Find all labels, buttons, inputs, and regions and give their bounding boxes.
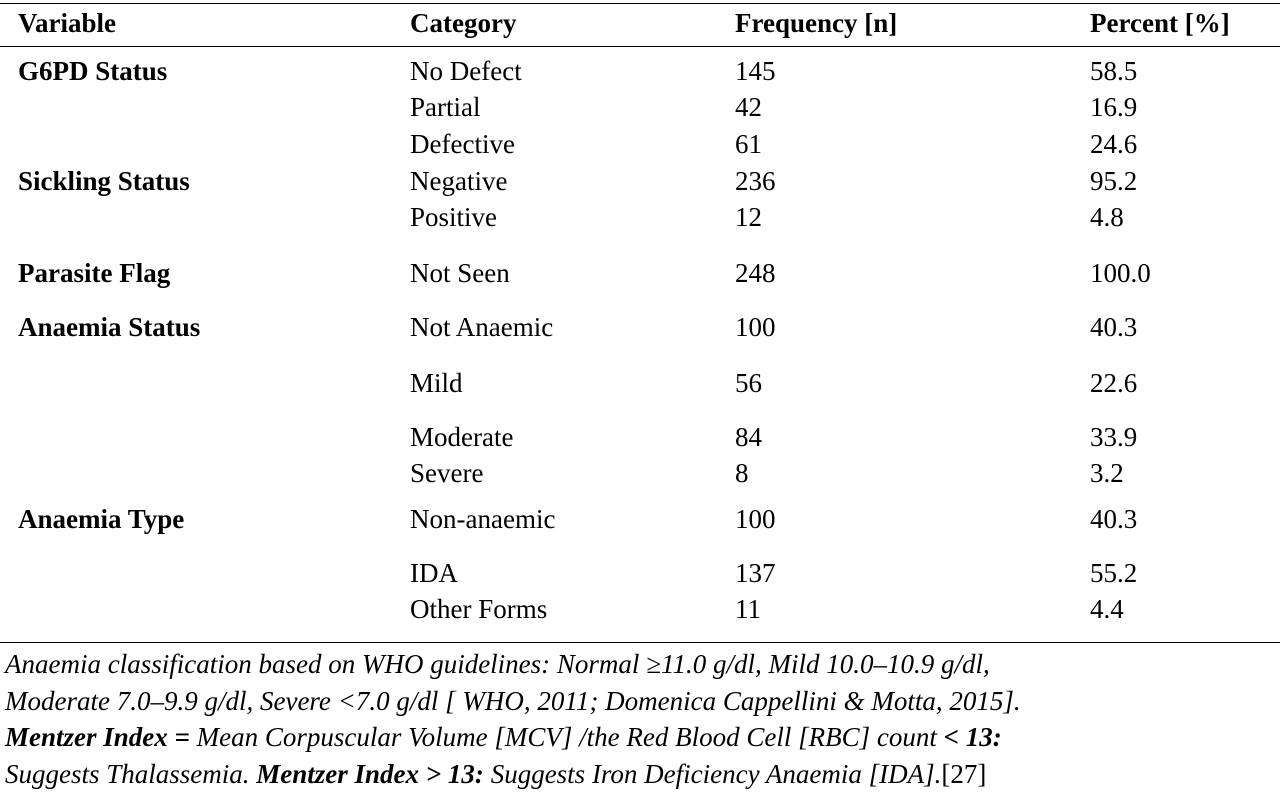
frequency-cell: 137	[735, 558, 776, 588]
variable-parasite-flag: Parasite Flag	[18, 258, 171, 288]
frequency-cell: 100	[735, 504, 776, 534]
frequency-cell: 61	[735, 129, 762, 159]
footnote-text: Suggests Iron Deficiency Anaemia [IDA].	[483, 758, 942, 789]
percent-cell: 58.5	[1090, 56, 1138, 86]
column-header-percent: Percent [%]	[1090, 8, 1230, 38]
threshold-label: < 13:	[943, 722, 1002, 752]
category-cell: Other Forms	[410, 594, 548, 624]
table-header-rule	[0, 46, 1280, 47]
category-cell: No Defect	[410, 56, 522, 86]
percent-cell: 3.2	[1090, 458, 1124, 488]
percent-cell: 100.0	[1090, 258, 1151, 288]
variable-sickling-status: Sickling Status	[18, 166, 190, 196]
category-cell: Moderate	[410, 422, 514, 452]
category-cell: Partial	[410, 92, 481, 122]
mentzer-index-label: Mentzer Index > 13:	[256, 758, 484, 789]
column-header-frequency: Frequency [n]	[735, 8, 898, 38]
table-footnote	[5, 646, 1275, 792]
percent-cell: 16.9	[1090, 92, 1138, 122]
percent-cell: 33.9	[1090, 422, 1138, 452]
category-cell: Mild	[410, 368, 463, 398]
frequency-cell: 42	[735, 92, 762, 122]
footnote-line	[5, 719, 1275, 756]
percent-cell: 55.2	[1090, 558, 1138, 588]
reference-number: [27]	[941, 758, 987, 789]
category-cell: IDA	[410, 558, 458, 588]
category-cell: Negative	[410, 166, 508, 196]
category-cell: Non-anaemic	[410, 504, 556, 534]
frequency-cell: 100	[735, 312, 776, 342]
variable-anaemia-status: Anaemia Status	[18, 312, 201, 342]
category-cell: Not Seen	[410, 258, 510, 288]
frequency-cell: 8	[735, 458, 749, 488]
frequency-cell: 248	[735, 258, 776, 288]
frequency-cell: 11	[735, 594, 761, 624]
percent-cell: 4.4	[1090, 594, 1124, 624]
percent-cell: 40.3	[1090, 504, 1138, 534]
table-top-rule	[0, 3, 1280, 4]
table-bottom-rule	[0, 642, 1280, 643]
percent-cell: 4.8	[1090, 202, 1124, 232]
frequency-cell: 56	[735, 368, 762, 398]
frequency-cell: 12	[735, 202, 762, 232]
variable-g6pd-status: G6PD Status	[18, 56, 168, 86]
mentzer-index-label: Mentzer Index =	[5, 722, 190, 752]
frequency-cell: 84	[735, 422, 762, 452]
footnote-text: Suggests Thalassemia.	[5, 758, 257, 789]
percent-cell: 22.6	[1090, 368, 1138, 398]
category-cell: Defective	[410, 129, 515, 159]
column-header-category: Category	[410, 8, 517, 38]
frequency-cell: 145	[735, 56, 776, 86]
category-cell: Severe	[410, 458, 484, 488]
variable-anaemia-type: Anaemia Type	[18, 504, 185, 534]
footnote-line: Moderate 7.0–9.9 g/dl, Severe <7.0 g/dl [ WHO, 2011; Domenica Cappellini & Motta, 2015].	[5, 685, 1021, 716]
percent-cell: 24.6	[1090, 129, 1138, 159]
footnote-line	[5, 756, 1275, 793]
percent-cell: 95.2	[1090, 166, 1138, 196]
footnote-text: Mean Corpuscular Volume [MCV] /the Red Blood Cell [RBC] count	[189, 722, 944, 752]
category-cell: Not Anaemic	[410, 312, 554, 342]
column-header-variable: Variable	[18, 8, 117, 38]
percent-cell: 40.3	[1090, 312, 1138, 342]
frequency-cell: 236	[735, 166, 776, 196]
footnote-line: Anaemia classification based on WHO guidelines: Normal ≥11.0 g/dl, Mild 10.0–10.9 g/dl,	[5, 649, 990, 679]
category-cell: Positive	[410, 202, 498, 232]
